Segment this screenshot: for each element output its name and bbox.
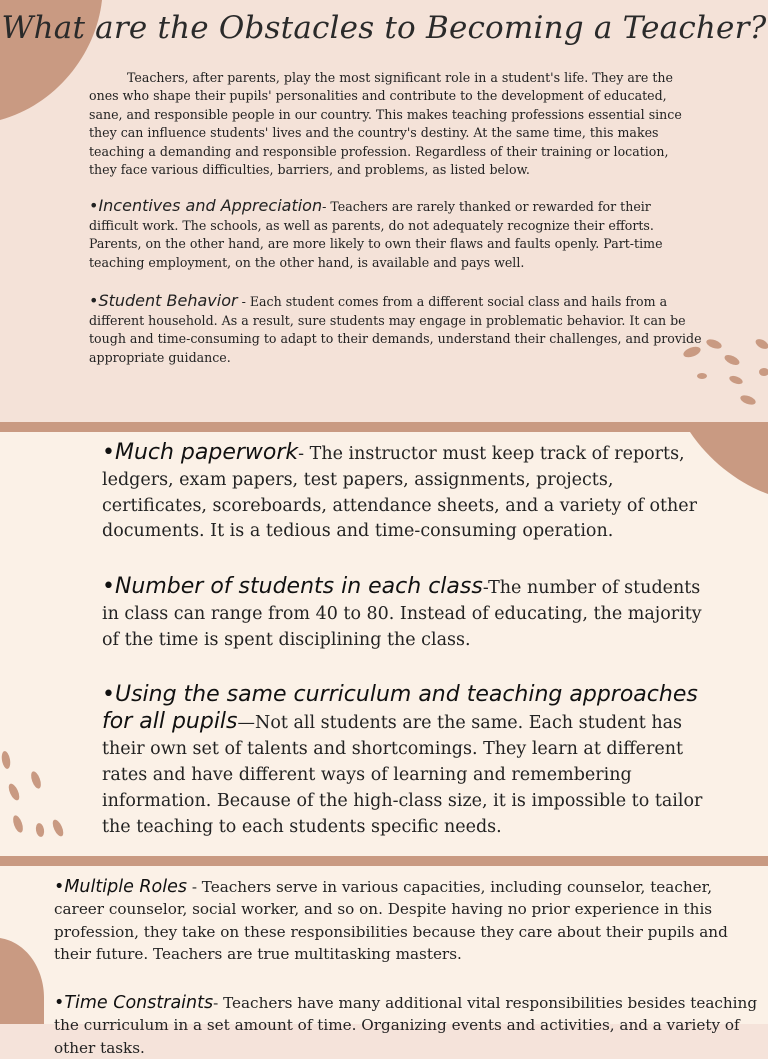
multiple-roles-heading: •Multiple Roles [54,877,188,897]
student-behavior-heading: •Student Behavior [89,291,238,310]
time-constraints-heading: •Time Constraints [54,993,214,1013]
student-behavior-paragraph [89,292,709,367]
paperwork-heading: •Much paperwork [102,440,299,465]
intro-panel [0,0,768,422]
student-behavior-body: - Each student comes from a different social class and hails from a different household. As a result, sure students may engage in problematic behavior. It can be tough and time-consuming to adapt to their demands, understand their challenges, and provide appropriate guidance. [89,294,702,365]
time-constraints-paragraph [54,992,766,1059]
curriculum-heading: •Using the same curriculum and teaching approaches for all pupils [102,682,698,734]
incentives-heading: •Incentives and Appreciation [89,196,323,215]
curriculum-paragraph [102,682,722,840]
divider-band [0,422,768,432]
dot-pattern-decoration [0,750,70,850]
page-title: What are the Obstacles to Becoming a Teacher? [1,10,767,46]
class-size-heading: •Number of students in each class [102,574,483,599]
multiple-roles-paragraph [54,876,766,966]
incentives-body: - Teachers are rarely thanked or rewarded for their difficult work. The schools, as well as parents, do not adequately recognize their efforts. Parents, on the other hand, are more likely to own their flaws and faults openly. Part-time teaching employment, on the other hand, is available and pays well. [89,199,663,270]
paperwork-body: - The instructor must keep track of reports, ledgers, exam papers, test papers, assignments, projects, certificates, scoreboards, attendance sheets, and a variety of other documents. It is a tedious and time-consuming operation. [102,444,698,542]
curriculum-body: —Not all students are the same. Each student has their own set of talents and shortcomings. They learn at different rates and have different ways of learning and remembering information. Because of the high-class size, it is impossible to tailor the teaching to each students specific needs. [102,713,703,837]
intro-paragraph: Teachers, after parents, play the most significant role in a student's life. They are the ones who shape their pupils' personalities and contribute to the development of educated, sane, and responsible people in our country. This makes teaching professions essential since they can influence students' lives and the country's destiny. At the same time, this makes teaching a demanding and responsible profession. Regardless of their training or location, they face various difficulties, barriers, and problems, as listed below. [89,70,682,178]
divider-band [0,856,768,866]
class-size-paragraph [102,574,722,653]
incentives-paragraph [89,197,699,272]
multiple-roles-body: - Teachers serve in various capacities, including counselor, teacher, career counselor, social worker, and so on. Despite having no prior experience in this profession, they take on these responsibilities because they care about their pupils and their future. Teachers are true multitasking masters. [54,878,728,964]
class-size-body: -The number of students in class can range from 40 to 80. Instead of educating, the majority of the time is spent disciplining the class. [102,578,702,650]
paperwork-paragraph [102,440,722,545]
time-constraints-body: - Teachers have many additional vital responsibilities besides teaching the curriculum in a set amount of time. Organizing events and activities, and a variety of other tasks. [54,994,758,1057]
semicircle-decoration [0,938,46,1024]
